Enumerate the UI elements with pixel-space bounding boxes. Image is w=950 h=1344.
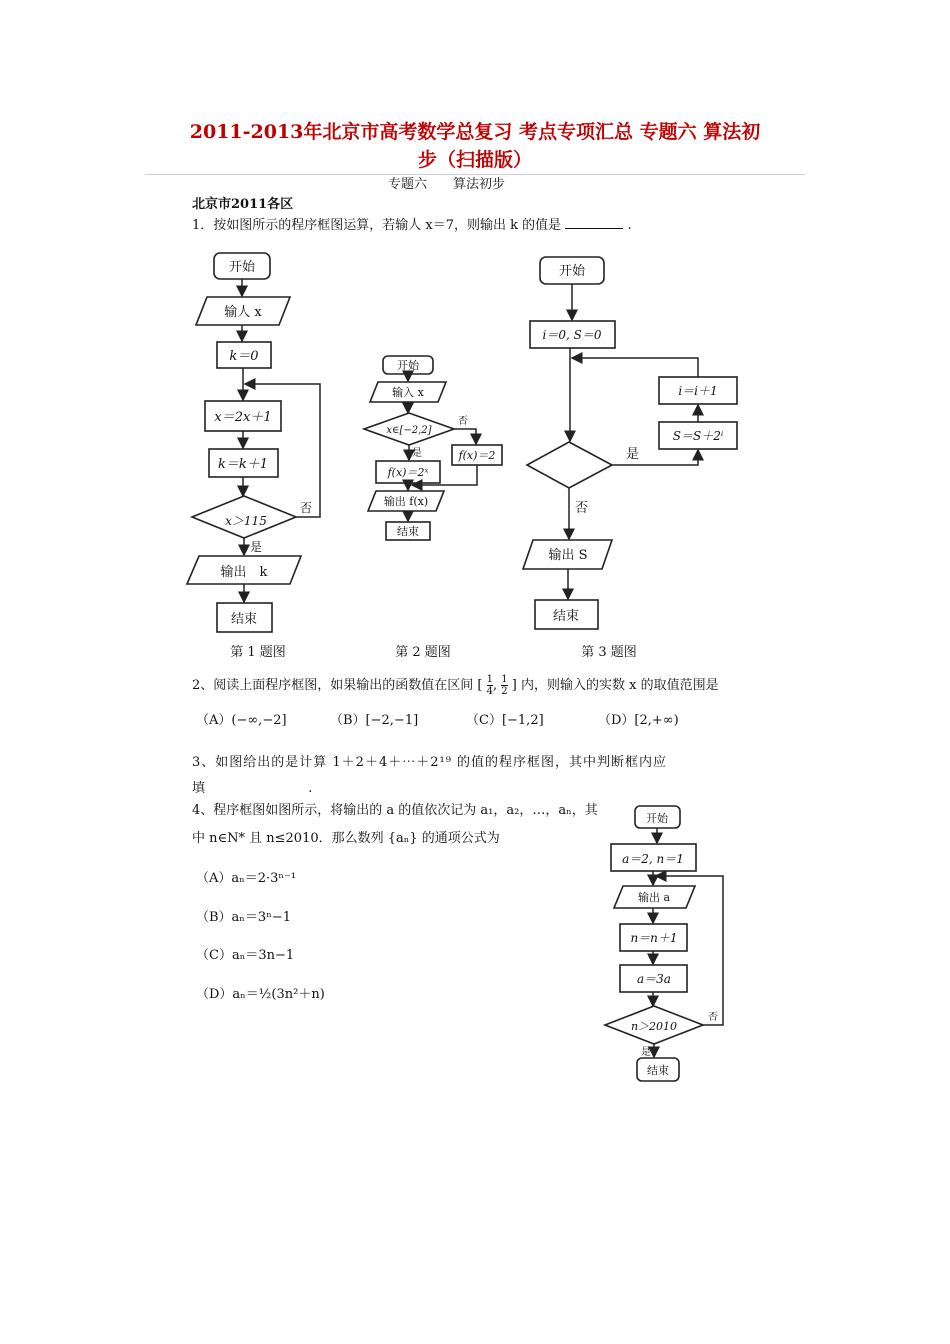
section-heading: 北京市2011各区 — [192, 197, 294, 212]
fig2-right-label: f(x)＝2 — [458, 449, 496, 462]
question-3-end: . — [308, 781, 313, 796]
fig2-output-label: 输出 f(x) — [383, 495, 429, 508]
question-4-option-a: （A）aₙ＝2·3ⁿ⁻¹ — [196, 871, 297, 886]
fig2-input-label: 输入 x — [392, 386, 424, 399]
question-2-option-b: （B）[−2,−1] — [330, 713, 419, 728]
question-4-option-d: （D）aₙ＝½(3n²＋n) — [196, 987, 325, 1002]
fig4-end-label: 结束 — [647, 1064, 669, 1077]
fraction-one-half — [501, 674, 507, 697]
title-line-2: 步（扫描版） — [417, 149, 532, 171]
frac1-denominator: 4 — [486, 686, 493, 697]
fig3-caption: 第 3 题图 — [581, 645, 637, 660]
title-line-1: 2011-2013年北京市高考数学总复习 考点专项汇总 专题六 算法初 — [189, 121, 761, 143]
question-2-text-end: ] 内，则输入的实数 x 的取值范围是 — [511, 678, 719, 693]
fig1-input-label: 输人 x — [224, 305, 262, 320]
flowchart-fig1 — [187, 253, 320, 660]
fig1-output-label: 输出 k — [220, 565, 268, 580]
fig3-yes-label: 是 — [626, 447, 640, 462]
question-4-option-b: （B）aₙ＝3ⁿ−1 — [196, 910, 291, 925]
fig4-output-label: 输出 a — [637, 891, 671, 904]
fig2-condition-label: x∈[−2,2] — [386, 425, 432, 436]
fig3-update-s-label: S＝S＋2ⁱ — [672, 429, 724, 443]
fig4-yes-label: 是 — [641, 1047, 651, 1058]
fig2-end-label: 结束 — [397, 525, 419, 538]
question-1-end: . — [627, 218, 632, 233]
fig4-step1-label: n＝n＋1 — [630, 931, 678, 945]
question-3-line-2 — [192, 780, 312, 798]
question-2-option-a: （A）(−∞,−2] — [196, 713, 287, 728]
fig1-caption: 第 1 题图 — [230, 645, 286, 660]
frac2-numerator: 1 — [501, 674, 508, 685]
fig2-left-label: f(x)＝2ˣ — [387, 466, 429, 479]
question-3-fill-label: 填 — [192, 781, 206, 796]
fig1-yes-label: 是 — [250, 540, 263, 554]
fig4-init-label: a＝2, n＝1 — [622, 852, 684, 866]
topic-heading: 专题六 算法初步 — [388, 177, 506, 192]
fig2-caption: 第 2 题图 — [395, 645, 451, 660]
flowchart-fig4 — [605, 806, 723, 1081]
fig4-no-label: 否 — [708, 1012, 718, 1023]
fig3-update-i-label: i＝i＋1 — [678, 384, 718, 398]
fig2-start-label: 开始 — [397, 359, 419, 372]
frac2-denominator: 2 — [501, 686, 508, 697]
fig1-no-label: 否 — [300, 501, 313, 515]
fig3-output-label: 输出 S — [548, 548, 588, 563]
question-2: 2、阅读上面程序框图，如果输出的函数值在区间 [ $\frac{1}{4}$ , $\frac{1}{2}$ ] 内，则输入的实数 x 的取值范围是 — [192, 674, 719, 697]
question-3-line-1: 3、如图给出的是计算 1＋2＋4＋⋯＋2¹⁹ 的值的程序框图，其中判断框内应 — [192, 755, 668, 770]
fig3-end-label: 结束 — [552, 609, 580, 624]
fig3-init-label: i＝0, S＝0 — [542, 328, 602, 342]
fig1-condition-label: x＞115 — [225, 514, 267, 528]
fraction-one-quarter — [487, 674, 493, 697]
fig3-start-label: 开始 — [558, 264, 586, 279]
fig4-start-label: 开始 — [646, 812, 668, 825]
fig4-condition-label: n＞2010 — [630, 1020, 678, 1033]
question-4-line-1: 4、程序框图如图所示，将输出的 a 的值依次记为 a₁，a₂，…，aₙ，其 — [192, 803, 598, 818]
question-1-text: 1．按如图所示的程序框图运算，若输人 x＝7，则输出 k 的值是 — [192, 218, 562, 233]
fig3-no-label: 否 — [575, 501, 589, 516]
fig1-step1-label: x＝2x＋1 — [214, 410, 272, 425]
question-4-option-c: （C）aₙ＝3n−1 — [196, 948, 295, 963]
fig3-condition-diamond — [527, 442, 612, 488]
fig1-step2-label: k＝k＋1 — [217, 457, 269, 472]
fig1-end-label: 结束 — [230, 612, 258, 627]
flowchart-fig2 — [364, 356, 502, 660]
flowchart-fig3 — [523, 257, 737, 660]
question-2-option-d: （D）[2,+∞) — [598, 713, 679, 728]
question-2-option-c: （C）[−1,2] — [466, 713, 544, 728]
question-4-line-2: 中 n∈N* 且 n≤2010．那么数列 {aₙ} 的通项公式为 — [192, 831, 500, 846]
fig2-yes-label: 是 — [412, 448, 422, 459]
question-2-text: 2、阅读上面程序框图，如果输出的函数值在区间 [ — [192, 678, 483, 693]
fig4-step2-label: a＝3a — [637, 972, 671, 986]
fig1-init-label: k＝0 — [229, 349, 259, 364]
fig1-start-label: 开始 — [228, 260, 256, 275]
frac1-numerator: 1 — [486, 674, 493, 685]
fig2-no-label: 否 — [458, 416, 468, 427]
